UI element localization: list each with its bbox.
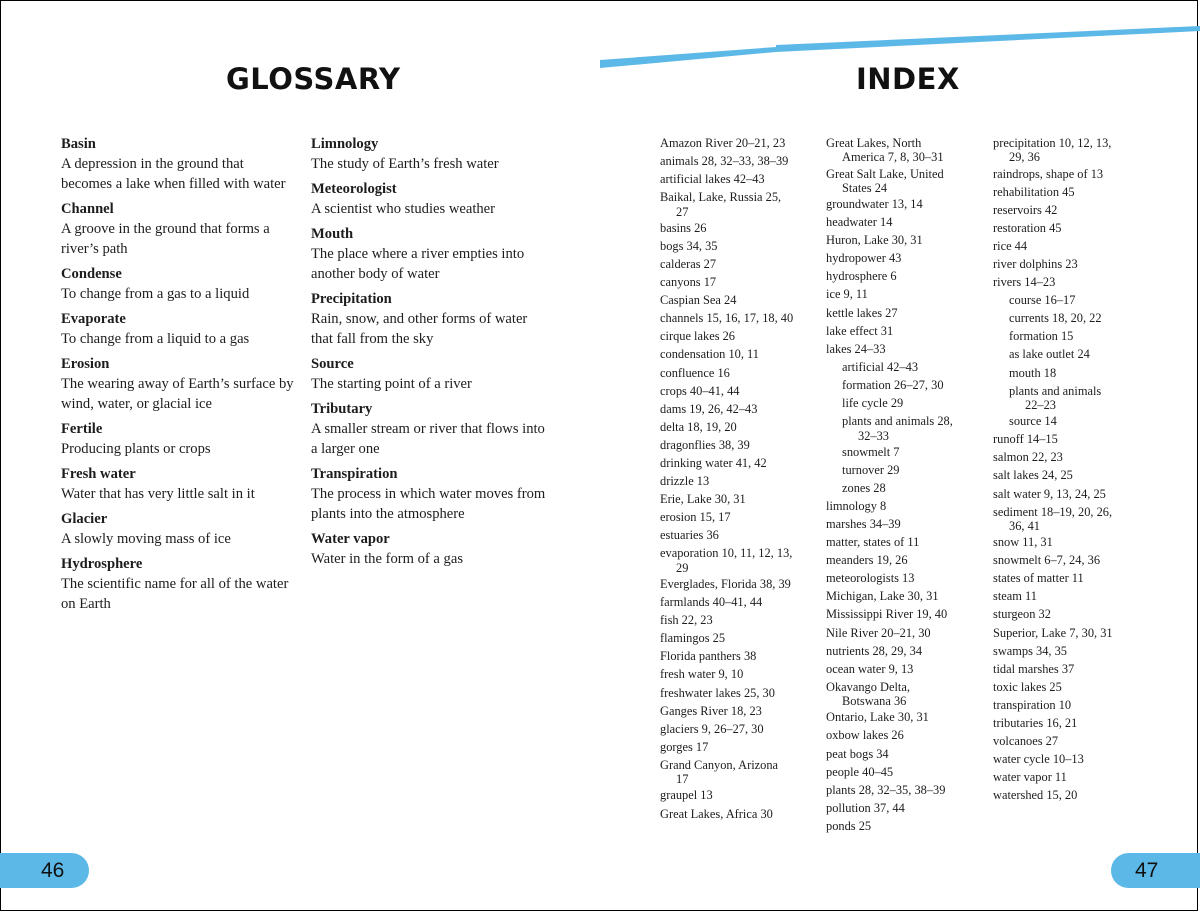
index-entry <box>826 747 981 761</box>
index-subentry <box>826 378 981 392</box>
index-entry-text: Huron, Lake 30, 31 <box>826 233 923 248</box>
index-entry-continuation: 29, 36 <box>1009 150 1040 165</box>
index-entry-text: toxic lakes 25 <box>993 679 1062 694</box>
index-entry <box>826 801 981 815</box>
index-entry-text: volcanoes 27 <box>993 734 1059 749</box>
glossary-column-2 <box>311 135 551 575</box>
index-subentry <box>993 329 1143 343</box>
index-entry-continuation: 32–33 <box>858 428 889 443</box>
index-entry-text: kettle lakes 27 <box>826 305 898 320</box>
index-entry-text: reservoirs 42 <box>993 202 1058 217</box>
glossary-definition: The process in which water moves from plants into the atmosphere <box>311 486 546 522</box>
glossary-definition: The wearing away of Earth’s surface by wind, water, or glacial ice <box>61 376 294 412</box>
index-entry <box>826 499 981 513</box>
index-entry-text: limnology 8 <box>826 498 887 513</box>
index-entry <box>993 535 1143 549</box>
index-entry <box>826 644 981 658</box>
index-entry <box>660 257 810 271</box>
glossary-term: Channel <box>61 201 114 217</box>
index-entry-text: Caspian Sea 24 <box>660 293 737 308</box>
page-number-right: 47 <box>1135 859 1159 882</box>
index-entry <box>993 662 1143 676</box>
index-entry <box>993 432 1143 446</box>
index-entry-continuation: America 7, 8, 30–31 <box>842 150 944 165</box>
index-entry-text: restoration 45 <box>993 220 1062 235</box>
index-entry <box>660 577 810 591</box>
index-entry <box>660 788 810 802</box>
glossary-term: Hydrosphere <box>61 556 143 572</box>
index-entry <box>826 269 981 283</box>
index-entry <box>993 788 1143 802</box>
index-entry-text: tidal marshes 37 <box>993 661 1075 676</box>
glossary-entry <box>61 510 296 549</box>
index-entry-text: sediment 18–19, 20, 26, <box>993 504 1113 519</box>
glossary-definition: The place where a river empties into another body of water <box>311 246 525 282</box>
index-entry <box>993 136 1143 165</box>
index-entry-text: nutrients 28, 29, 34 <box>826 643 923 658</box>
index-entry-continuation: 17 <box>676 772 689 787</box>
index-subentry <box>993 347 1143 361</box>
index-entry <box>826 765 981 779</box>
index-entry <box>660 649 810 663</box>
index-entry <box>993 468 1143 482</box>
index-entry <box>993 185 1143 199</box>
index-entry-text: lakes 24–33 <box>826 341 886 356</box>
index-entry <box>826 680 981 709</box>
index-entry <box>660 402 810 416</box>
index-entry <box>993 257 1143 271</box>
index-subentry <box>993 293 1143 307</box>
index-entry-text: Nile River 20–21, 30 <box>826 625 931 640</box>
index-entry <box>660 329 810 343</box>
index-subentry <box>826 396 981 410</box>
index-entry-continuation: 36, 41 <box>1009 519 1040 533</box>
index-entry <box>660 190 810 219</box>
index-entry-text: dams 19, 26, 42–43 <box>660 401 758 416</box>
index-entry <box>660 311 810 325</box>
index-entry-text: drizzle 13 <box>660 474 710 489</box>
index-entry <box>826 662 981 676</box>
index-entry-text: erosion 15, 17 <box>660 510 731 525</box>
index-entry-text: water vapor 11 <box>993 770 1067 785</box>
index-entry-text: farmlands 40–41, 44 <box>660 595 763 610</box>
index-entry-text: Michigan, Lake 30, 31 <box>826 589 939 604</box>
index-entry-text: glaciers 9, 26–27, 30 <box>660 721 764 736</box>
index-entry <box>826 553 981 567</box>
index-entry <box>660 807 810 821</box>
index-entry-text: plants and animals <box>1009 383 1102 398</box>
glossary-definition: Rain, snow, and other forms of water that fall from the sky <box>311 311 528 347</box>
index-entry-text: headwater 14 <box>826 215 893 230</box>
index-entry-text: rivers 14–23 <box>993 275 1056 290</box>
index-entry-text: water cycle 10–13 <box>993 752 1084 767</box>
index-entry-text: evaporation 10, 11, 12, 13, <box>660 546 793 561</box>
index-entry-text: marshes 34–39 <box>826 517 901 531</box>
glossary-term: Basin <box>61 136 96 152</box>
index-entry-text: swamps 34, 35 <box>993 643 1067 658</box>
index-entry-text: Everglades, Florida 38, 39 <box>660 576 791 591</box>
index-entry <box>993 680 1143 694</box>
index-entry <box>660 595 810 609</box>
index-column-1 <box>660 136 810 825</box>
glossary-term: Evaporate <box>61 311 126 327</box>
index-entry-text: ponds 25 <box>826 818 872 833</box>
index-entry-text: freshwater lakes 25, 30 <box>660 685 775 700</box>
index-entry-text: crops 40–41, 44 <box>660 383 740 398</box>
index-entry-continuation: States 24 <box>842 180 888 195</box>
index-entry <box>826 233 981 247</box>
index-entry-text: salt water 9, 13, 24, 25 <box>993 486 1106 501</box>
index-entry <box>660 667 810 681</box>
index-entry-text: confluence 16 <box>660 365 730 380</box>
glossary-term: Tributary <box>311 401 373 417</box>
index-entry-text: Florida panthers 38 <box>660 649 757 664</box>
glossary-definition: The starting point of a river <box>311 376 472 392</box>
index-entry <box>660 704 810 718</box>
index-entry <box>993 752 1143 766</box>
index-entry-text: salmon 22, 23 <box>993 450 1063 465</box>
index-entry <box>826 167 981 196</box>
glossary-term: Condense <box>61 266 122 282</box>
index-entry-text: artificial 42–43 <box>842 359 919 374</box>
index-entry <box>660 293 810 307</box>
index-entry-text: watershed 15, 20 <box>993 788 1078 803</box>
index-subentry <box>826 445 981 459</box>
index-entry-text: Amazon River 20–21, 23 <box>660 136 786 150</box>
glossary-entry <box>311 355 551 394</box>
index-entry <box>660 384 810 398</box>
index-entry-text: transpiration 10 <box>993 697 1072 712</box>
index-entry <box>826 324 981 338</box>
index-entry-text: calderas 27 <box>660 256 717 271</box>
index-entry-text: currents 18, 20, 22 <box>1009 311 1102 326</box>
glossary-definition: The study of Earth’s fresh water <box>311 156 499 172</box>
glossary-entry <box>311 180 551 219</box>
index-entry <box>660 221 810 235</box>
index-entry-text: Baikal, Lake, Russia 25, <box>660 190 782 205</box>
index-entry <box>993 203 1143 217</box>
index-entry <box>826 197 981 211</box>
index-entry <box>993 589 1143 603</box>
index-entry-text: course 16–17 <box>1009 293 1076 308</box>
index-entry <box>993 275 1143 289</box>
index-entry-text: hydropower 43 <box>826 251 902 266</box>
index-entry <box>826 607 981 621</box>
index-entry <box>993 553 1143 567</box>
index-entry-text: life cycle 29 <box>842 396 904 411</box>
index-entry-text: turnover 29 <box>842 462 900 477</box>
index-entry-text: rehabilitation 45 <box>993 184 1075 199</box>
index-entry-text: Erie, Lake 30, 31 <box>660 492 746 507</box>
index-entry-text: raindrops, shape of 13 <box>993 166 1104 181</box>
index-entry-text: basins 26 <box>660 220 707 235</box>
index-entry <box>660 275 810 289</box>
glossary-definition: Water that has very little salt in it <box>61 486 255 502</box>
index-entry <box>660 474 810 488</box>
index-entry <box>993 644 1143 658</box>
glossary-entry <box>311 290 551 349</box>
index-entry <box>660 239 810 253</box>
index-entry <box>660 347 810 361</box>
index-entry <box>826 783 981 797</box>
glossary-term: Fertile <box>61 421 103 437</box>
index-entry-text: river dolphins 23 <box>993 256 1078 271</box>
index-entry-text: plants and animals 28, <box>842 414 953 429</box>
glossary-term: Water vapor <box>311 531 390 547</box>
index-entry-text: Great Lakes, Africa 30 <box>660 806 773 821</box>
index-entry-text: steam 11 <box>993 589 1037 604</box>
index-entry-continuation: Botswana 36 <box>842 694 907 709</box>
glossary-entry <box>311 135 551 174</box>
index-entry-text: meteorologists 13 <box>826 571 915 586</box>
index-entry <box>993 698 1143 712</box>
index-entry-text: zones 28 <box>842 480 886 495</box>
index-entry <box>826 287 981 301</box>
index-entry <box>660 740 810 754</box>
glossary-term: Meteorologist <box>311 181 397 197</box>
index-entry-text: estuaries 36 <box>660 528 719 543</box>
index-entry-text: cirque lakes 26 <box>660 329 736 344</box>
page-number-left: 46 <box>41 859 65 882</box>
glossary-entry <box>311 225 551 284</box>
index-entry <box>993 505 1143 534</box>
glossary-definition: A slowly moving mass of ice <box>61 531 231 547</box>
glossary-term: Limnology <box>311 136 379 152</box>
index-entry <box>826 306 981 320</box>
glossary-entry <box>311 400 551 459</box>
index-entry-text: as lake outlet 24 <box>1009 347 1090 362</box>
index-entry <box>660 492 810 506</box>
index-entry <box>660 420 810 434</box>
index-column-3 <box>993 136 1143 807</box>
index-entry <box>826 728 981 742</box>
index-entry-text: snow 11, 31 <box>993 535 1053 550</box>
index-entry-text: meanders 19, 26 <box>826 553 908 568</box>
index-entry <box>660 758 810 787</box>
index-entry-text: formation 15 <box>1009 329 1074 344</box>
index-entry <box>660 722 810 736</box>
glossary-term: Fresh water <box>61 466 136 482</box>
index-entry <box>660 172 810 186</box>
index-entry <box>993 571 1143 585</box>
index-entry <box>660 366 810 380</box>
glossary-definition: To change from a gas to a liquid <box>61 286 250 302</box>
index-entry <box>660 136 810 150</box>
index-entry-text: condensation 10, 11 <box>660 347 759 362</box>
index-subentry <box>826 463 981 477</box>
index-entry <box>826 571 981 585</box>
index-entry-text: precipitation 10, 12, 13, <box>993 136 1112 150</box>
index-title: INDEX <box>856 62 960 96</box>
index-entry <box>993 450 1143 464</box>
index-entry <box>660 456 810 470</box>
glossary-definition: A scientist who studies weather <box>311 201 496 217</box>
index-subentry <box>993 366 1143 380</box>
index-entry <box>826 215 981 229</box>
glossary-term: Erosion <box>61 356 110 372</box>
glossary-term: Precipitation <box>311 291 392 307</box>
index-entry-text: Superior, Lake 7, 30, 31 <box>993 625 1113 640</box>
glossary-definition: A depression in the ground that becomes a lake when filled with water <box>61 156 286 192</box>
index-entry <box>660 686 810 700</box>
index-entry-text: states of matter 11 <box>993 571 1084 586</box>
index-entry <box>660 528 810 542</box>
index-entry-text: salt lakes 24, 25 <box>993 468 1073 483</box>
index-entry-continuation: 29 <box>676 560 689 575</box>
index-entry-text: tributaries 16, 21 <box>993 716 1078 731</box>
index-entry <box>993 626 1143 640</box>
index-entry-text: fish 22, 23 <box>660 613 713 628</box>
index-entry <box>826 819 981 833</box>
index-entry <box>660 510 810 524</box>
index-entry-text: snowmelt 7 <box>842 444 900 459</box>
glossary-term: Transpiration <box>311 466 398 482</box>
index-subentry <box>993 311 1143 325</box>
index-entry-text: plants 28, 32–35, 38–39 <box>826 782 946 797</box>
index-entry <box>660 154 810 168</box>
glossary-entry <box>61 310 296 349</box>
index-entry-continuation: 22–23 <box>1025 398 1056 413</box>
index-entry-text: artificial lakes 42–43 <box>660 172 765 187</box>
index-entry-continuation: 27 <box>676 204 689 219</box>
index-entry-text: Ganges River 18, 23 <box>660 703 762 718</box>
index-entry-text: Great Salt Lake, United <box>826 166 944 181</box>
index-entry <box>993 770 1143 784</box>
index-entry <box>993 734 1143 748</box>
glossary-entry <box>61 265 296 304</box>
glossary-definition: The scientific name for all of the water on Earth <box>61 576 289 612</box>
index-subentry <box>826 414 981 443</box>
glossary-entry <box>61 355 296 414</box>
index-entry <box>826 589 981 603</box>
glossary-column-1 <box>61 135 296 620</box>
index-entry-text: gorges 17 <box>660 739 709 754</box>
index-entry-text: fresh water 9, 10 <box>660 667 744 682</box>
index-entry <box>826 136 981 165</box>
glossary-entry <box>61 200 296 259</box>
glossary-term: Mouth <box>311 226 354 242</box>
index-entry <box>993 239 1143 253</box>
index-entry-text: canyons 17 <box>660 275 717 290</box>
glossary-title: GLOSSARY <box>226 62 401 96</box>
index-entry <box>826 251 981 265</box>
index-entry-text: hydrosphere 6 <box>826 269 897 284</box>
index-entry-text: snowmelt 6–7, 24, 36 <box>993 553 1101 568</box>
index-entry <box>993 167 1143 181</box>
glossary-definition: Water in the form of a gas <box>311 551 464 567</box>
index-column-2 <box>826 136 981 837</box>
index-entry <box>826 710 981 724</box>
glossary-entry <box>61 135 296 194</box>
glossary-entry <box>61 420 296 459</box>
index-entry <box>660 546 810 575</box>
index-entry-text: Great Lakes, North <box>826 136 922 150</box>
index-entry-text: Grand Canyon, Arizona <box>660 757 779 772</box>
index-entry <box>826 535 981 549</box>
index-entry <box>826 626 981 640</box>
index-subentry <box>993 414 1143 428</box>
index-subentry <box>826 481 981 495</box>
index-entry-text: runoff 14–15 <box>993 432 1058 447</box>
index-entry-text: people 40–45 <box>826 764 894 779</box>
index-entry-text: graupel 13 <box>660 788 713 803</box>
glossary-term: Glacier <box>61 511 108 527</box>
index-entry-text: oxbow lakes 26 <box>826 728 904 743</box>
index-entry <box>826 342 981 356</box>
index-entry-text: bogs 34, 35 <box>660 238 718 253</box>
index-entry-text: groundwater 13, 14 <box>826 197 923 211</box>
glossary-definition: Producing plants or crops <box>61 441 211 457</box>
glossary-definition: To change from a liquid to a gas <box>61 331 250 347</box>
index-entry-text: source 14 <box>1009 414 1057 429</box>
index-entry <box>993 716 1143 730</box>
index-entry-text: dragonflies 38, 39 <box>660 437 750 452</box>
index-entry-text: mouth 18 <box>1009 365 1057 380</box>
glossary-term: Source <box>311 356 354 372</box>
page-number-tab-left <box>0 853 89 888</box>
index-entry <box>660 613 810 627</box>
index-entry-text: Okavango Delta, <box>826 679 910 694</box>
index-entry-text: delta 18, 19, 20 <box>660 419 737 434</box>
glossary-definition: A smaller stream or river that flows into a larger one <box>311 421 545 457</box>
index-entry-text: peat bogs 34 <box>826 746 889 761</box>
index-entry-text: animals 28, 32–33, 38–39 <box>660 154 789 169</box>
index-entry-text: flamingos 25 <box>660 631 726 646</box>
index-entry <box>993 221 1143 235</box>
index-entry-text: ocean water 9, 13 <box>826 661 914 676</box>
index-entry <box>993 607 1143 621</box>
index-entry <box>660 438 810 452</box>
index-entry-text: matter, states of 11 <box>826 535 920 550</box>
index-entry-text: Ontario, Lake 30, 31 <box>826 710 929 725</box>
glossary-entry <box>311 465 551 524</box>
index-entry-text: rice 44 <box>993 238 1028 253</box>
glossary-entry <box>61 555 296 614</box>
index-entry <box>826 517 981 531</box>
index-entry-text: formation 26–27, 30 <box>842 377 944 392</box>
index-entry-text: channels 15, 16, 17, 18, 40 <box>660 311 794 326</box>
index-entry <box>660 631 810 645</box>
glossary-definition: A groove in the ground that forms a river’s path <box>61 221 270 257</box>
index-subentry <box>993 384 1143 413</box>
glossary-entry <box>311 530 551 569</box>
index-entry-text: sturgeon 32 <box>993 607 1051 622</box>
index-subentry <box>826 360 981 374</box>
index-entry <box>993 487 1143 501</box>
glossary-entry <box>61 465 296 504</box>
index-entry-text: Mississippi River 19, 40 <box>826 607 948 622</box>
index-entry-text: ice 9, 11 <box>826 287 868 302</box>
index-entry-text: drinking water 41, 42 <box>660 456 767 470</box>
index-entry-text: pollution 37, 44 <box>826 800 905 815</box>
page-number-tab-right <box>1111 853 1200 888</box>
index-entry-text: lake effect 31 <box>826 323 894 338</box>
